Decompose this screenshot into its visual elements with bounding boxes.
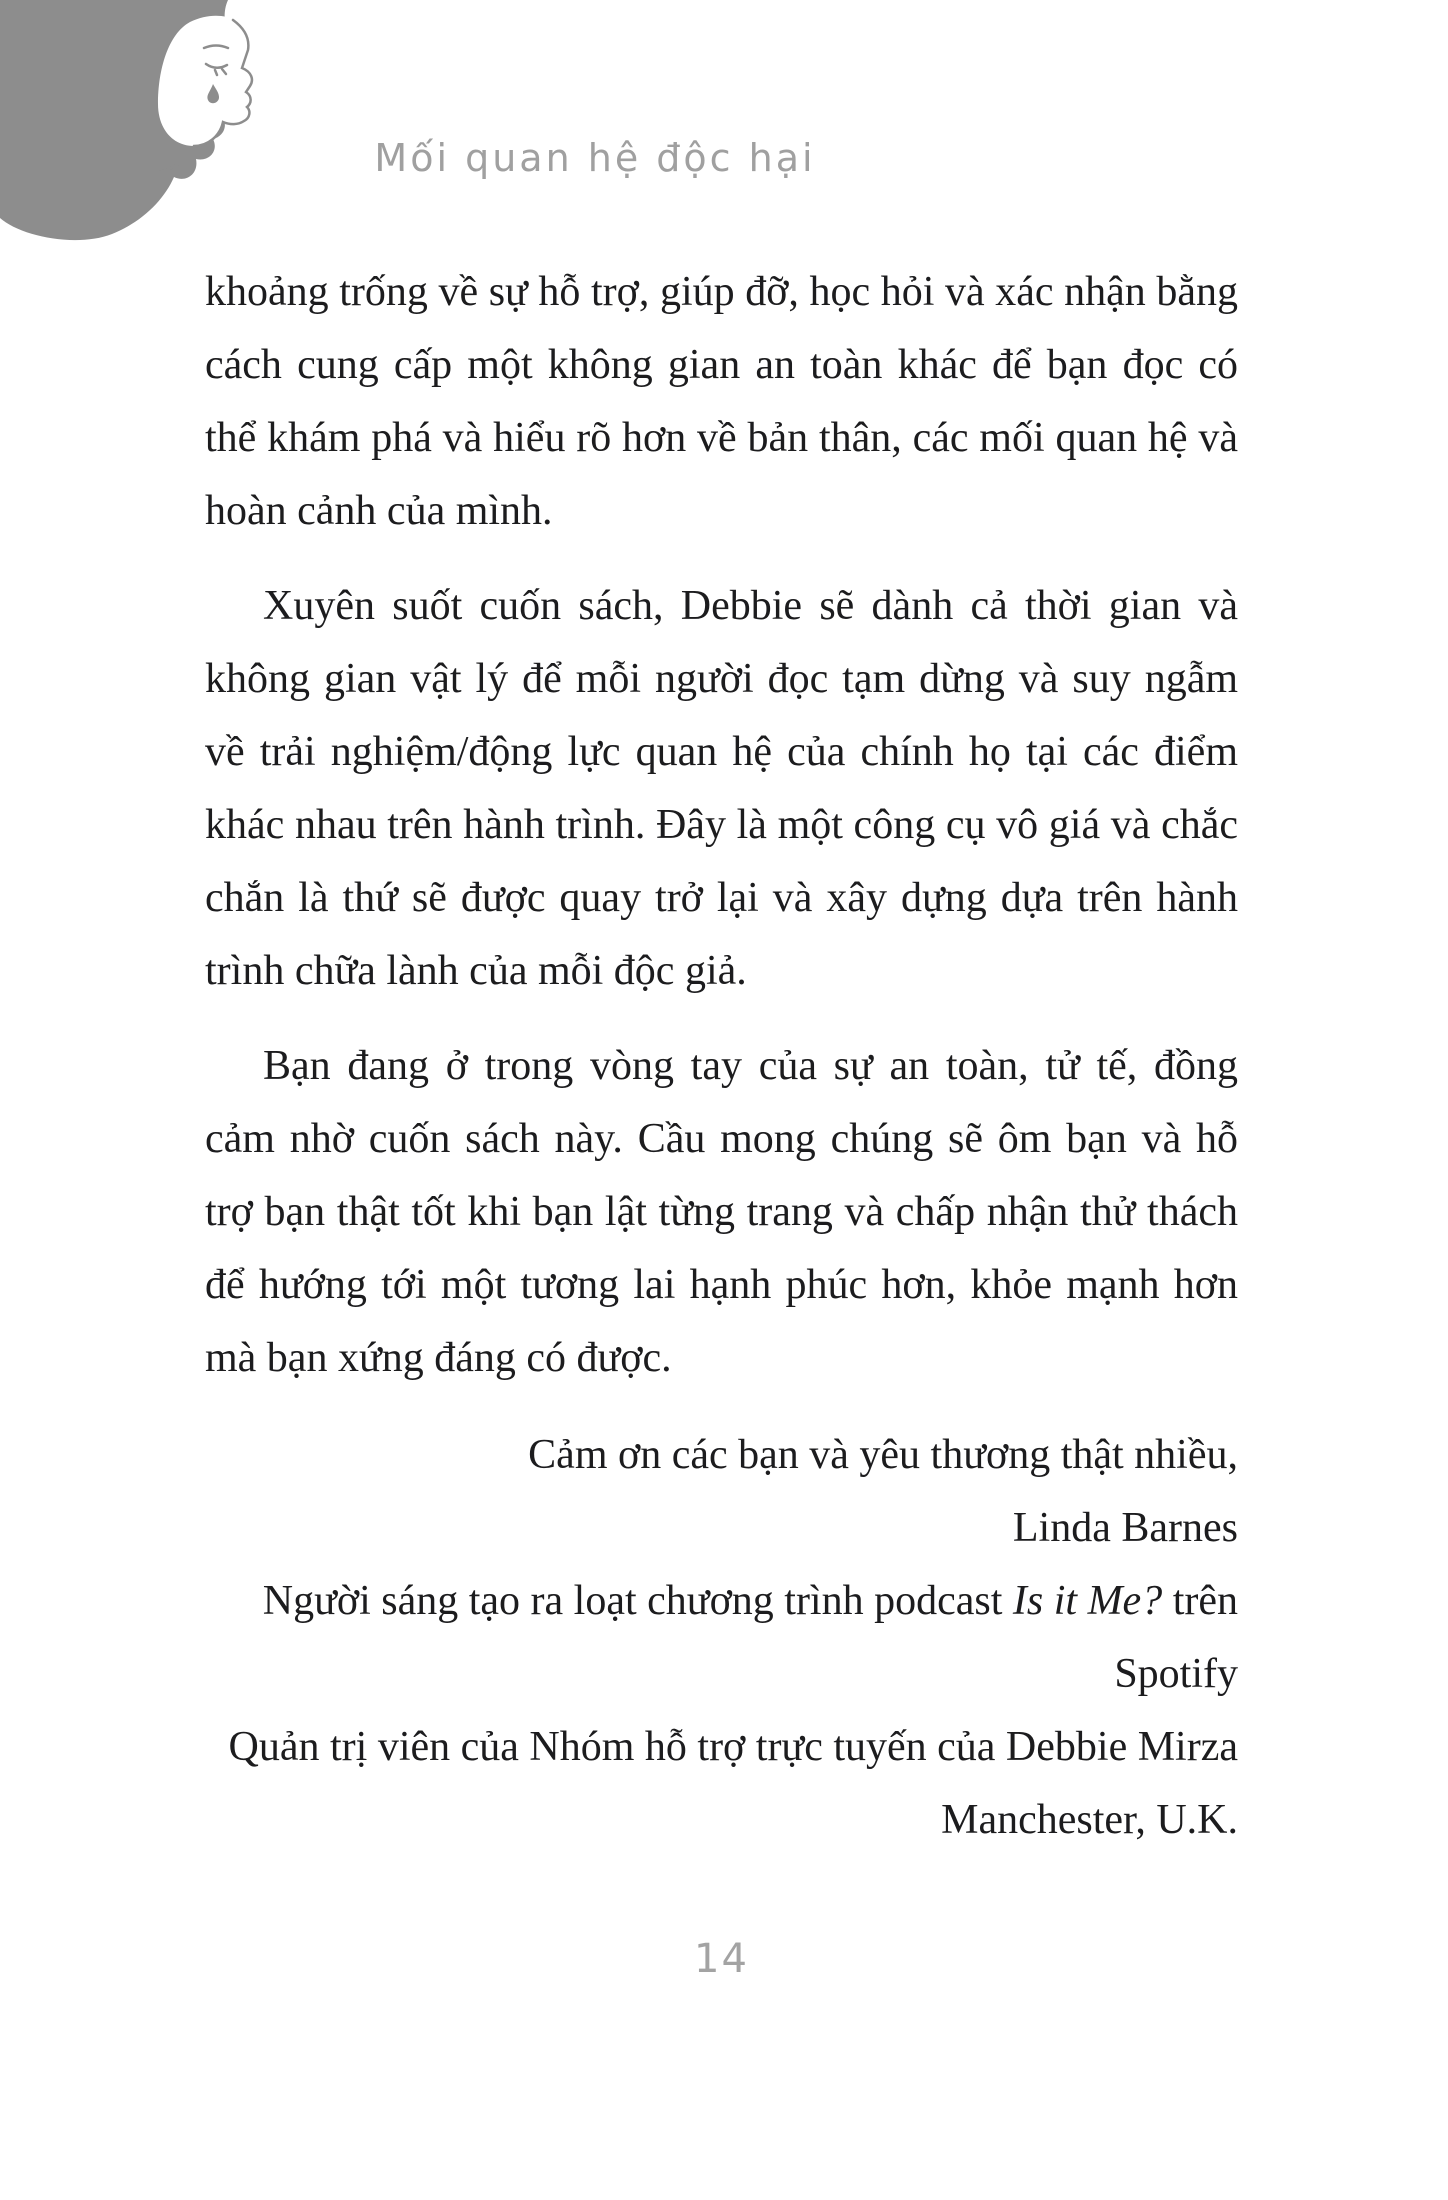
signature-block [205,1419,1238,1857]
signature-role-podcast [205,1565,1238,1711]
signature-role-podcast-post: trên Spotify [1114,1578,1238,1697]
page-number: 14 [694,1936,749,1982]
body-paragraph-3: Bạn đang ở trong vòng tay của sự an toàn, tử tế, đồng cảm nhờ cuốn sách này. Cầu mong chúng sẽ ôm bạn và hỗ trợ bạn thật tốt khi bạn lật từng trang và chấp nhận thử thách để hướng tới một tương lai hạnh phúc hơn, khỏe mạnh hơn mà bạn xứng đáng có được. [205,1043,1238,1381]
signature-role-podcast-pre: Người sáng tạo ra loạt chương trình podcast [262,1578,1013,1624]
signature-author-name: Linda Barnes [1012,1505,1238,1551]
signature-thanks-line: Cảm ơn các bạn và yêu thương thật nhiều, [528,1432,1238,1478]
page-text [205,256,1238,1857]
podcast-title: Is it Me? [1012,1578,1163,1624]
body-paragraph-1: khoảng trống về sự hỗ trợ, giúp đỡ, học hỏi và xác nhận bằng cách cung cấp một không gian an toàn khác để bạn đọc có thể khám phá và hiểu rõ hơn về bản thân, các mối quan hệ và hoàn cảnh của mình. [205,269,1238,534]
body-paragraph-2: Xuyên suốt cuốn sách, Debbie sẽ dành cả thời gian và không gian vật lý để mỗi người đọc tạm dừng và suy ngẫm về trải nghiệm/động lực quan hệ của chính họ tại các điểm khác nhau trên hành trình. Đây là một công cụ vô giá và chắc chắn là thứ sẽ được quay trở lại và xây dựng dựa trên hành trình chữa lành của mỗi độc giả. [205,583,1238,994]
signature-role-admin: Quản trị viên của Nhóm hỗ trợ trực tuyến của Debbie Mirza Manchester, U.K. [228,1724,1238,1843]
running-header: Mối quan hệ độc hại [374,136,816,180]
